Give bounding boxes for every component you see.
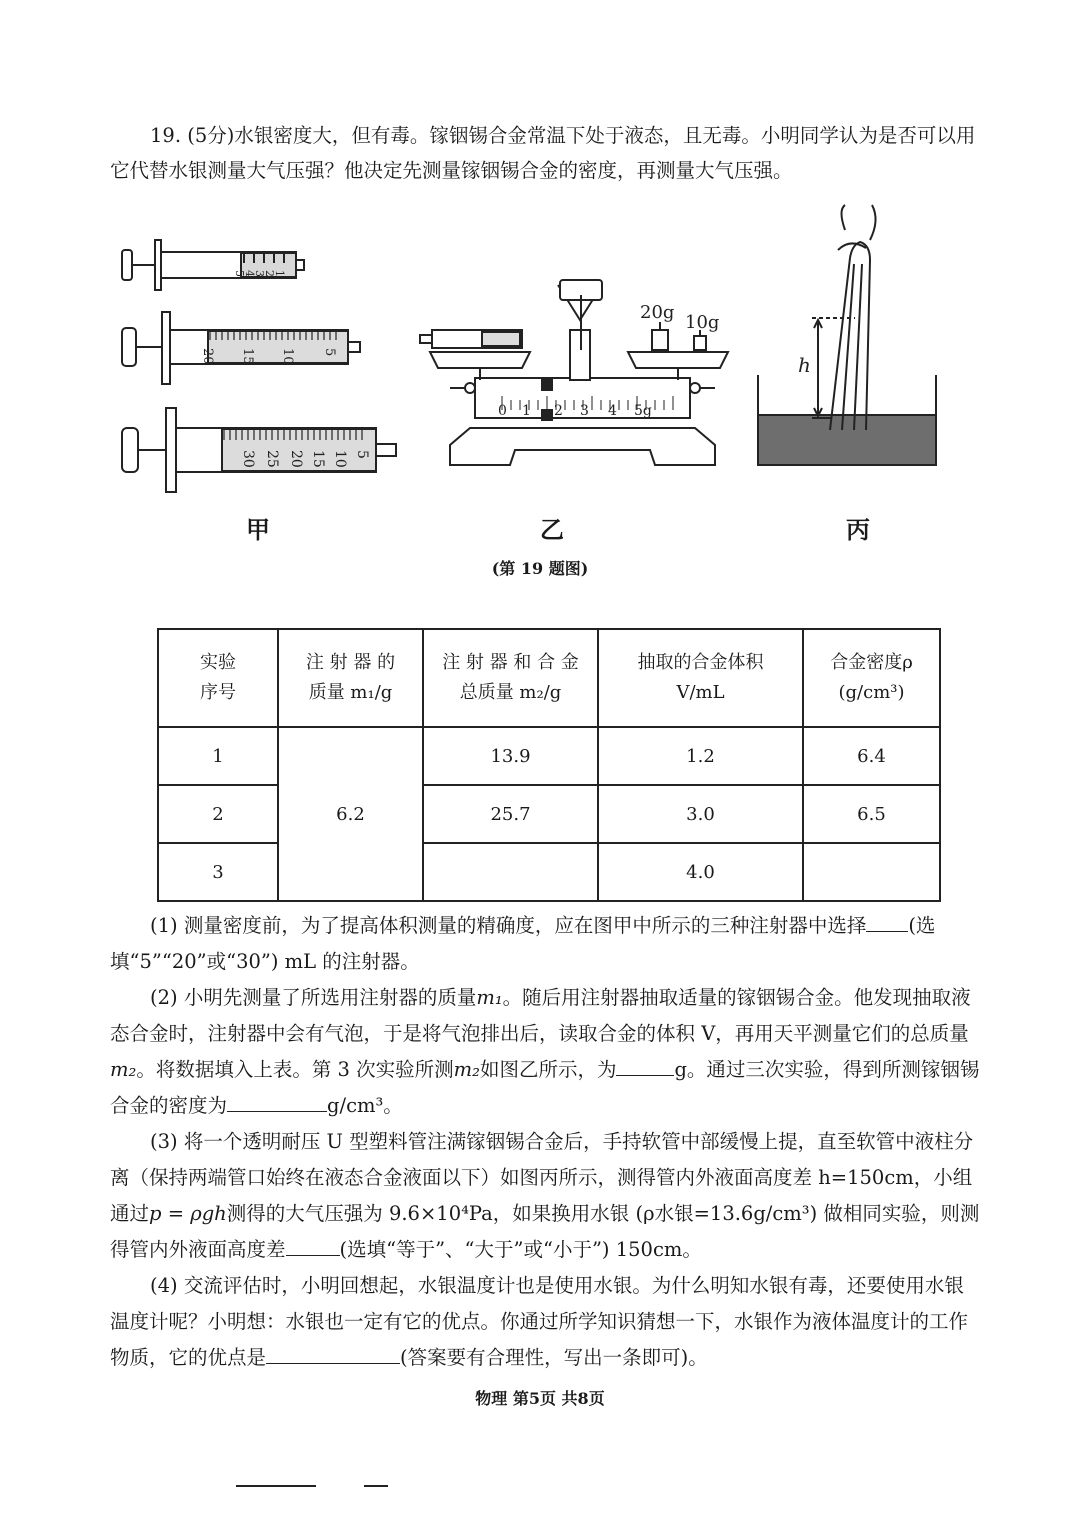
subquestion-1: (1) 测量密度前，为了提高体积测量的精确度，应在图甲中所示的三种注射器中选择 (选填“5”“20”或“30”) mL 的注射器。 [110, 908, 980, 980]
tick: 30 [240, 450, 256, 468]
table-row [158, 727, 940, 785]
tick: 5g [634, 403, 652, 419]
answer-blank[interactable] [286, 1235, 340, 1256]
subquestion-3: (3) 将一个透明耐压 U 型塑料管注满镓铟锡合金后，手持软管中部缓慢上提，直至软管中液柱分离（保持两端管口始终在液态合金液面以下）如图丙所示，测得管内外液面高度差 h=150cm，小组通过p = ρgh测得的大气压强为 9.6×10⁴Pa，如果换用水银 (ρ水银=13.6g/cm³) 做相同实验，则测得管内外液面高度差 (选填“等于”、“大于”或“小于”) 150cm。 [110, 1130, 980, 1261]
answer-blank[interactable] [866, 911, 908, 932]
tick: 25 [264, 450, 280, 468]
weight-20g: 20g [640, 302, 675, 323]
tick: 5 [233, 270, 246, 277]
scan-mark [236, 1485, 316, 1487]
cell-n: 2 [158, 785, 278, 843]
header-cell: 抽取的合金体积 V/mL [598, 629, 803, 727]
tick: 10 [332, 450, 348, 468]
tick: 0 [498, 403, 507, 419]
tick: 5 [322, 348, 337, 357]
tick: 15 [310, 450, 326, 468]
scan-mark [364, 1485, 388, 1487]
tick: 2 [554, 403, 563, 419]
tick: 3 [580, 403, 589, 419]
balance [420, 280, 728, 465]
header-cell: 注 射 器 的 质量 m₁/g [278, 629, 423, 727]
header-cell: 合金密度ρ (g/cm³) [803, 629, 940, 727]
figure-caption: (第 19 题图) [491, 559, 589, 578]
subquestion-2: (2) 小明先测量了所选用注射器的质量m₁。随后用注射器抽取适量的镓铟锡合金。他发现抽取液态合金时，注射器中会有气泡，于是将气泡排出后，读取合金的体积 V，再用天平测量它们的总质量m₂。将数据填入上表。第 3 次实验所测m₂如图乙所示，为 g。通过三次实验，得到所测镓铟锡合金的密度为 g/cm³。 [110, 986, 980, 1117]
cell-n: 3 [158, 843, 278, 901]
figure-19 [110, 200, 980, 500]
tick: 2 [263, 270, 276, 277]
table-row [158, 843, 940, 901]
answer-blank[interactable] [266, 1343, 400, 1364]
cell-m2 [423, 843, 598, 901]
cell-n: 1 [158, 727, 278, 785]
header-cell: 注 射 器 和 合 金 总质量 m₂/g [423, 629, 598, 727]
tick: 10 [280, 348, 295, 365]
tick: 4 [608, 403, 617, 419]
cell-v: 3.0 [598, 785, 803, 843]
cell-m2: 13.9 [423, 727, 598, 785]
cell-rho: 6.4 [803, 727, 940, 785]
u-tube-apparatus [758, 205, 936, 465]
answer-blank[interactable] [227, 1091, 327, 1112]
cell-m1: 6.2 [278, 727, 423, 901]
cell-v: 4.0 [598, 843, 803, 901]
tick: 20 [200, 348, 215, 365]
syringe-small [122, 240, 304, 290]
answer-blank[interactable] [616, 1055, 674, 1076]
cell-m2: 25.7 [423, 785, 598, 843]
tick: 1 [273, 270, 286, 277]
page-footer: 物理 第5页 共8页 [475, 1389, 605, 1408]
figure-label-bing: 丙 [846, 515, 870, 544]
tick: 3 [253, 270, 266, 277]
data-table [157, 628, 941, 902]
tick: 15 [240, 348, 255, 365]
header-cell: 实验 序号 [158, 629, 278, 727]
weight-10g: 10g [685, 312, 720, 333]
figure-label-jia: 甲 [246, 515, 270, 544]
tick: 4 [243, 270, 256, 277]
tick: 5 [354, 450, 370, 459]
cell-rho [803, 843, 940, 901]
table-row [158, 785, 940, 843]
figure-label-yi: 乙 [540, 515, 564, 544]
question-19-intro: 19. (5分)水银密度大，但有毒。镓铟锡合金常温下处于液态，且无毒。小明同学认为是否可以用它代替水银测量大气压强？他决定先测量镓铟锡合金的密度，再测量大气压强。 [110, 124, 976, 182]
cell-rho: 6.5 [803, 785, 940, 843]
tick: 1 [522, 403, 531, 419]
table-header-row [158, 629, 940, 727]
height-label: h [798, 353, 811, 377]
cell-v: 1.2 [598, 727, 803, 785]
syringe-small-labels [233, 270, 286, 277]
subquestion-4: (4) 交流评估时，小明回想起，水银温度计也是使用水银。为什么明知水银有毒，还要使用水银温度计呢？小明想：水银也一定有它的优点。你通过所学知识猜想一下，水银作为液体温度计的工作物质，它的优点是 (答案要有合理性，写出一条即可)。 [110, 1274, 969, 1369]
tick: 20 [288, 450, 304, 468]
